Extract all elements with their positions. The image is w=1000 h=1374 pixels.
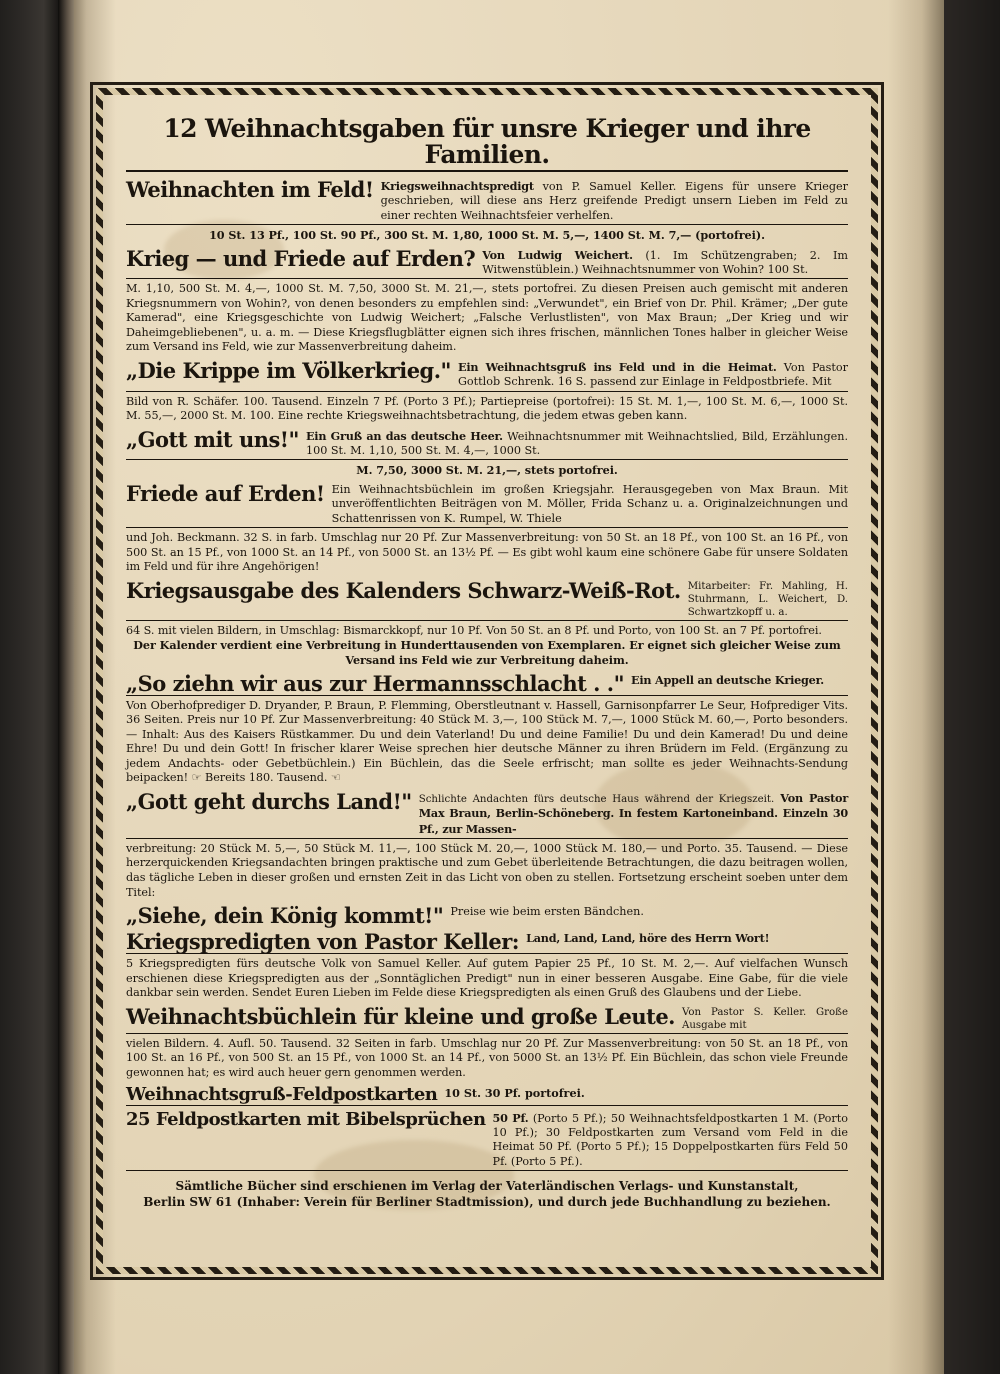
entry-prices: 10 St. 13 Pf., 100 St. 90 Pf., 300 St. M. 1,80, 1000 St. M. 5,—, 1400 St. M. 7,— (portofrei).	[209, 227, 765, 242]
entry-subtitle: Schlichte Andachten fürs deutsche Haus während der Kriegszeit.	[418, 793, 775, 805]
entry-description: (1. Im Schützengraben; 2. Im Witwenstüblein.) Weihnachtsnummer von Wohin? 100 St.	[482, 248, 848, 276]
entry-subtitle: Ein Gruß an das deutsche Heer.	[305, 428, 503, 443]
entry-title: „Gott geht durchs Land!"	[126, 788, 412, 814]
entry-body: verbreitung: 20 Stück M. 5,—, 50 Stück M. 11,—, 100 Stück M. 20,—, 1000 Stück M. 180,— und Porto. 35. Tausend. — Diese herzerquickenden Kriegsandachten bringen praktische und zum Gebet überleitende Betrachtungen, die dazu beitragen wollen, das tägliche Leben in dieser großen und ernsten Zeit in das Licht von oben zu stellen. Fortsetzung erscheint soeben unter dem Titel:	[126, 841, 848, 899]
entry-body: M. 1,10, 500 St. M. 4,—, 1000 St. M. 7,50, 3000 St. M. 21,—, stets portofrei. Zu diesen Preisen auch gemischt mit anderen Kriegsnummern von Wohin?, von denen besonders zu empfehlen sind: „Verwundet", ein Brief von Dr. Phil. Krämer; „Der gute Kamerad", eine Kriegsgeschichte von Ludwig Weichert; „Falsche Verlustlisten", von Max Braun; „Der Krieg und wir Daheimgebliebenen", u. a. m. — Diese Kriegsflugblätter eignen sich ihres frischen, männlichen Tones halber in gleicher Weise zum Versand ins Feld, wie zur Massenverbreitung daheim.	[126, 282, 848, 354]
entry-description: Ein Weihnachtsbüchlein im großen Kriegsjahr. Herausgegeben von Max Braun. Mit unveröffentlichten Beiträgen von M. Möller, Frida Schanz u. a. Originalzeichnungen und Schattenrissen von K. Rumpel, W. Thiele	[331, 483, 848, 525]
entry-body: 64 S. mit vielen Bildern, in Umschlag: Bismarckkopf, nur 10 Pf. Von 50 St. an 8 Pf. und Porto, von 100 St. an 7 Pf. portofrei.	[126, 623, 822, 637]
entry-title: 25 Feldpostkarten mit Bibelsprüchen	[126, 1108, 486, 1130]
entry-title: Kriegspredigten von Pastor Keller:	[126, 929, 520, 955]
entry-kriegsausgabe-kalender	[126, 577, 848, 668]
entry-subtitle: Von Pastor S. Keller. Große Ausgabe mit	[682, 1006, 848, 1031]
page-title: 12 Weihnachtsgaben für unsre Krieger und ihre Familien.	[126, 116, 848, 172]
entry-description: Von Pastor Gottlob Schrenk. 16 S. passend zur Einlage in Feldpostbriefe. Mit	[458, 361, 848, 389]
entry-siehe-dein-koenig	[126, 903, 848, 929]
publisher-footer	[126, 1179, 848, 1211]
entry-weihnachtsgruss-feldpostkarten	[126, 1083, 848, 1106]
footer-line-2: Berlin SW 61 (Inhaber: Verein für Berliner Stadtmission), und durch jede Buchhandlung zu beziehen.	[143, 1194, 831, 1209]
entry-description: Von Pastor Max Braun, Berlin-Schöneberg. In festem Kartoneinband. Einzeln 30 Pf., zur Massen-	[418, 790, 849, 836]
entry-title: „So ziehn wir aus zur Hermannsschlacht . ."	[126, 670, 625, 696]
page-edge-shadow	[888, 0, 944, 1374]
entry-hermannsschlacht	[126, 670, 848, 786]
entry-description: Weihnachtsnummer mit Weihnachtslied, Bild, Erzählungen. 100 St. M. 1,10, 500 St. M. 4,—, 1000 St.	[305, 429, 848, 458]
entry-body: Von Oberhofprediger D. Dryander, P. Braun, P. Flemming, Oberstleutnant v. Hassell, Garnisonpfarrer Le Seur, Hofprediger Vits. 36 Seiten. Preis nur 10 Pf. Zur Massenverbreitung: 40 Stück M. 3,—, 100 Stück M. 7,—, 1000 Stück M. 60,—, Porto besonders. — Inhalt: Aus des Kaisers Rüstkammer. Du und dein Vaterland! Du und deine Familie! Du und dein Kamerad! Du und deine Ehre! Du und dein Gott! In frischer klarer Weise sprechen hier deutsche Männer zu ihren Brüdern im Feld. (Ergänzung zu jedem Andachts- oder Gebetbüchlein.) Ein Büchlein, das die Seele erfrischt; man sollte es jeder Weihnachts-Sendung beipacken! ☞ Bereits 180. Tausend. ☜	[126, 698, 848, 785]
entry-title: Friede auf Erden!	[126, 481, 325, 507]
entry-subtitle: Kriegsweihnachtspredigt	[380, 179, 534, 193]
entry-title: Kriegsausgabe des Kalenders Schwarz-Weiß-Rot.	[126, 577, 681, 603]
entry-krieg-und-friede	[126, 245, 848, 355]
entry-subtitle: Land, Land, Land, höre des Herrn Wort!	[526, 931, 770, 946]
footer-line-1: Sämtliche Bücher sind erschienen im Verlag der Vaterländischen Verlags- und Kunstanstalt,	[175, 1178, 799, 1193]
entry-title: „Die Krippe im Völkerkrieg."	[126, 358, 451, 384]
entry-gott-geht-durchs-land	[126, 788, 849, 900]
entry-kriegspredigten-keller	[126, 931, 848, 1001]
entry-subtitle: 50 Pf.	[492, 1110, 529, 1125]
entry-title: Weihnachtsgruß-Feldpostkarten	[126, 1083, 438, 1105]
table-background	[944, 0, 1000, 1374]
entry-body: vielen Bildern. 4. Aufl. 50. Tausend. 32 Seiten in farb. Umschlag nur 20 Pf. Zur Massenverbreitung: von 50 St. an 18 Pf., von 100 St. an 16 Pf., von 500 St. an 15 Pf., von 1000 St. an 14 Pf., von 5000 St. an 13½ Pf. Ein Büchlein, das schon viele Freunde gewonnen hat; es wird auch heuer gern genommen werden.	[126, 1036, 848, 1080]
entry-gott-mit-uns	[126, 426, 848, 478]
entry-body: 5 Kriegspredigten fürs deutsche Volk von Samuel Keller. Auf gutem Papier 25 Pf., 10 St. M. 2,—. Auf vielfachen Wunsch erschienen diese Kriegspredigten aus der „Sonntäglichen Predigt" nun in einer besseren Ausgabe. Eine Gabe, für die viele dankbar sein werden. Sendet Euren Lieben im Felde diese Kriegspredigten als einen Gruß des Glaubens und der Liebe.	[126, 957, 848, 1000]
entry-subtitle: Ein Weihnachtsgruß ins Feld und in die Heimat.	[458, 360, 777, 375]
book-spine-edge	[58, 0, 74, 1374]
entry-25-feldpostkarten	[126, 1108, 848, 1171]
entry-friede-auf-erden	[126, 483, 848, 575]
entry-description: Preise wie beim ersten Bändchen.	[450, 905, 644, 919]
book-spine	[0, 0, 58, 1374]
entry-prices: M. 7,50, 3000 St. M. 21,—, stets portofrei.	[356, 463, 618, 478]
entry-title: Weihnachten im Feld!	[126, 177, 374, 202]
entry-title: „Siehe, dein König kommt!"	[126, 903, 444, 929]
printed-page	[74, 0, 944, 1374]
advertisement-content	[112, 104, 862, 1258]
entry-weihnachten-im-feld	[126, 179, 848, 243]
entry-body-emphasis: Der Kalender verdient eine Verbreitung in Hunderttausenden von Exemplaren. Er eignet sich gleicher Weise zum Versand ins Feld wie zur Verbreitung daheim.	[133, 638, 841, 667]
entry-contributors: Mitarbeiter: Fr. Mahling, H. Stuhrmann, L. Weichert, D. Schwartzkopff u. a.	[687, 580, 848, 618]
entry-body: und Joh. Beckmann. 32 S. in farb. Umschlag nur 20 Pf. Zur Massenverbreitung: von 50 St. an 18 Pf., von 100 St. an 16 Pf., von 500 St. an 15 Pf., von 1000 St. an 14 Pf., von 5000 St. an 13½ Pf. — Es gibt wohl kaum eine schönere Gabe für unsere Soldaten im Feld und für ihre Angehörigen!	[126, 531, 848, 574]
entry-title: „Gott mit uns!"	[126, 426, 299, 452]
entry-title: Krieg — und Friede auf Erden?	[126, 245, 476, 271]
entry-description: von P. Samuel Keller. Eigens für unsere Krieger geschrieben, will diese ans Herz greifende Predigt unsern Lieben im Feld zu einer rechten Weihnachtsfeier verhelfen.	[380, 180, 848, 222]
entry-description: 10 St. 30 Pf. portofrei.	[444, 1085, 585, 1100]
entry-subtitle: Ein Appell an deutsche Krieger.	[631, 672, 824, 687]
entry-description: (Porto 5 Pf.); 50 Weihnachtsfeldpostkarten 1 M. (Porto 10 Pf.); 30 Feldpostkarten zum Versand vom Feld in die Heimat 50 Pf. (Porto 5 Pf.); 15 Doppelpostkarten fürs Feld 50 Pf. (Porto 5 Pf.).	[492, 1111, 848, 1168]
entry-title: Weihnachtsbüchlein für kleine und große Leute.	[126, 1003, 675, 1029]
entry-weihnachtsbuechlein	[126, 1003, 848, 1081]
entry-body: Bild von R. Schäfer. 100. Tausend. Einzeln 7 Pf. (Porto 3 Pf.); Partiepreise (portofrei): 15 St. M. 1,—, 100 St. M. 6,—, 1000 St. M. 55,—, 2000 St. M. 100. Eine rechte Kriegsweihnachtsbetrachtung, die jedem etwas geben kann.	[126, 394, 848, 423]
entry-subtitle: Von Ludwig Weichert.	[482, 247, 633, 262]
entry-die-krippe	[126, 360, 848, 424]
